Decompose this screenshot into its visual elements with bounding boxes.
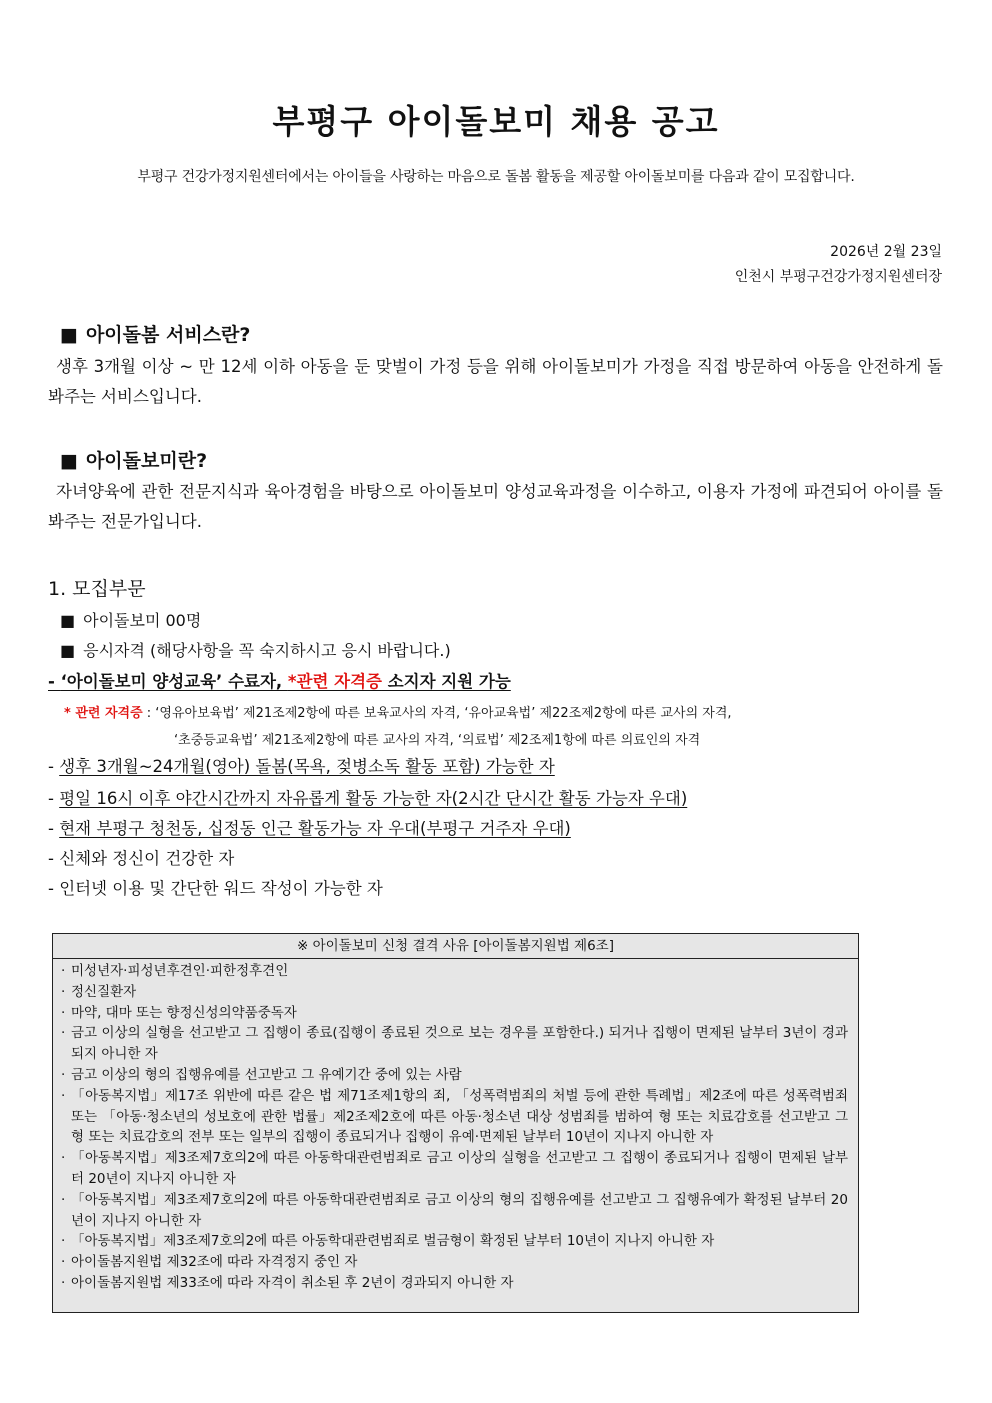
qualification-item bbox=[48, 875, 383, 899]
disqualification-item: · 「아동복지법」제3조제7호의2에 따른 아동학대관련범죄로 금고 이상의 형의 집행유예를 선고받고 그 집행유예가 확정된 날부터 20년이 지나지 아니한 자 bbox=[61, 1190, 848, 1232]
qualification-item-text: 현재 부평구 청천동, 십정동 인근 활동가능 자 우대(부평구 거주자 우대) bbox=[59, 819, 571, 838]
disqualification-item: · 금고 이상의 실형을 선고받고 그 집행이 종료(집행이 종료된 것으로 보는 경우를 포함한다.) 되거나 집행이 면제된 날부터 3년이 경과되지 아니한 자 bbox=[61, 1023, 848, 1065]
qualification-heading bbox=[60, 638, 451, 661]
intro-text: 부평구 건강가정지원센터에서는 아이들을 사랑하는 마음으로 돌봄 활동을 제공할 아이돌보미를 다음과 같이 모집합니다. bbox=[137, 169, 855, 185]
disqualification-item: · 「아동복지법」제3조제7호의2에 따른 아동학대관련범죄로 벌금형이 확정된 날부터 10년이 지나지 아니한 자 bbox=[61, 1231, 848, 1252]
dash-marker: - bbox=[48, 672, 61, 691]
caregiver-description: 자녀양육에 관한 전문지식과 육아경험을 바탕으로 아이돌보미 양성교육과정을 이수하고, 이용자 가정에 파견되어 아이를 돌봐주는 전문가입니다. bbox=[48, 482, 943, 531]
disqualification-item: · 「아동복지법」제17조 위반에 따른 같은 법 제71조제1항의 죄, 「성폭력범죄의 처벌 등에 관한 특례법」제2조에 따른 성폭력범죄 또는 「아동·청소년의 성보호에 관한 법률」제2조제2호에 따른 아동·청소년 대상 성범죄를 범하여 형 또는 치료감호를 선고받고 그 형 또는 치료감호의 전부 또는 일부의 집행이 종료되거나 집행이 유예·면제된 날부터 10년이 지나지 아니한 자 bbox=[61, 1086, 848, 1148]
caregiver-heading-text: 아이돌보미란? bbox=[85, 450, 208, 472]
disqualification-item: · 아이돌봄지원법 제33조에 따라 자격이 취소된 후 2년이 경과되지 아니한 자 bbox=[61, 1273, 848, 1294]
qualification-main-a: ‘아이돌보미 양성교육’ 수료자, bbox=[60, 672, 288, 691]
qualification-item bbox=[48, 845, 234, 869]
square-bullet-icon: ■ bbox=[60, 611, 76, 630]
certificate-note-label: * 관련 자격증 bbox=[64, 706, 143, 721]
dash-marker: - bbox=[48, 819, 60, 838]
disqualification-item: · 금고 이상의 형의 집행유예를 선고받고 그 유예기간 중에 있는 사람 bbox=[61, 1065, 848, 1086]
qualification-heading-text: 응시자격 (해당사항을 꼭 숙지하시고 응시 바랍니다.) bbox=[83, 641, 451, 660]
disqualification-item: · 마약, 대마 또는 향정신성의약품중독자 bbox=[61, 1003, 848, 1024]
recruit-position bbox=[60, 608, 201, 631]
qualification-item bbox=[48, 753, 555, 777]
square-bullet-icon: ■ bbox=[60, 324, 78, 346]
announcement-date: 2026년 2월 23일 bbox=[830, 244, 942, 260]
recruit-heading: 1. 모집부문 bbox=[48, 578, 146, 600]
qualification-item-text: 인터넷 이용 및 간단한 워드 작성이 가능한 자 bbox=[59, 879, 383, 898]
certificate-note-line1 bbox=[64, 702, 732, 721]
service-heading bbox=[60, 320, 250, 347]
disqualification-heading: ※ 아이돌보미 신청 결격 사유 [아이돌봄지원법 제6조] bbox=[53, 934, 858, 959]
recruit-position-text: 아이돌보미 00명 bbox=[83, 611, 202, 630]
qualification-main-red: *관련 자격증 bbox=[287, 672, 382, 691]
disqualification-item: · 아이돌봄지원법 제32조에 따라 자격정지 중인 자 bbox=[61, 1252, 848, 1273]
disqualification-item: · 미성년자·피성년후견인·피한정후견인 bbox=[61, 961, 848, 982]
qualification-main-b: 소지자 지원 가능 bbox=[381, 672, 511, 691]
caregiver-heading bbox=[60, 446, 207, 473]
disqualification-item: · 정신질환자 bbox=[61, 982, 848, 1003]
service-description: 생후 3개월 이상 ~ 만 12세 이하 아동을 둔 맞벌이 가정 등을 위해 아이돌보미가 가정을 직접 방문하여 아동을 안전하게 돌봐주는 서비스입니다. bbox=[48, 357, 943, 406]
square-bullet-icon: ■ bbox=[60, 450, 78, 472]
dash-marker: - bbox=[48, 757, 60, 776]
dash-marker: - bbox=[48, 879, 60, 898]
square-bullet-icon: ■ bbox=[60, 641, 76, 660]
page-title: 부평구 아이돌보미 채용 공고 bbox=[272, 102, 720, 141]
qualification-item-text: 생후 3개월~24개월(영아) 돌봄(목욕, 젖병소독 활동 포함) 가능한 자 bbox=[59, 757, 555, 776]
disqualification-list bbox=[53, 959, 858, 1294]
qualification-item-text: 신체와 정신이 건강한 자 bbox=[59, 849, 235, 868]
dash-marker: - bbox=[48, 789, 60, 808]
certificate-note-text1: : ‘영유아보육법’ 제21조제2항에 따른 보육교사의 자격, ‘유아교육법’ 제22조제2항에 따른 교사의 자격, bbox=[142, 706, 732, 721]
certificate-note-line2: ‘초중등교육법’ 제21조제2항에 따른 교사의 자격, ‘의료법’ 제2조제1항에 따른 의료인의 자격 bbox=[174, 733, 701, 748]
disqualification-box bbox=[52, 933, 859, 1313]
service-heading-text: 아이돌봄 서비스란? bbox=[85, 324, 251, 346]
dash-marker: - bbox=[48, 849, 60, 868]
qualification-item bbox=[48, 815, 571, 839]
disqualification-item: · 「아동복지법」제3조제7호의2에 따른 아동학대관련범죄로 금고 이상의 실형을 선고받고 그 집행이 종료되거나 집행이 면제된 날부터 20년이 지나지 아니한 자 bbox=[61, 1148, 848, 1190]
qualification-item bbox=[48, 785, 687, 809]
organization-name: 인천시 부평구건강가정지원센터장 bbox=[734, 269, 942, 285]
qualification-item-text: 평일 16시 이후 야간시간까지 자유롭게 활동 가능한 자(2시간 단시간 활동 가능자 우대) bbox=[59, 789, 688, 808]
qualification-main bbox=[48, 668, 511, 692]
